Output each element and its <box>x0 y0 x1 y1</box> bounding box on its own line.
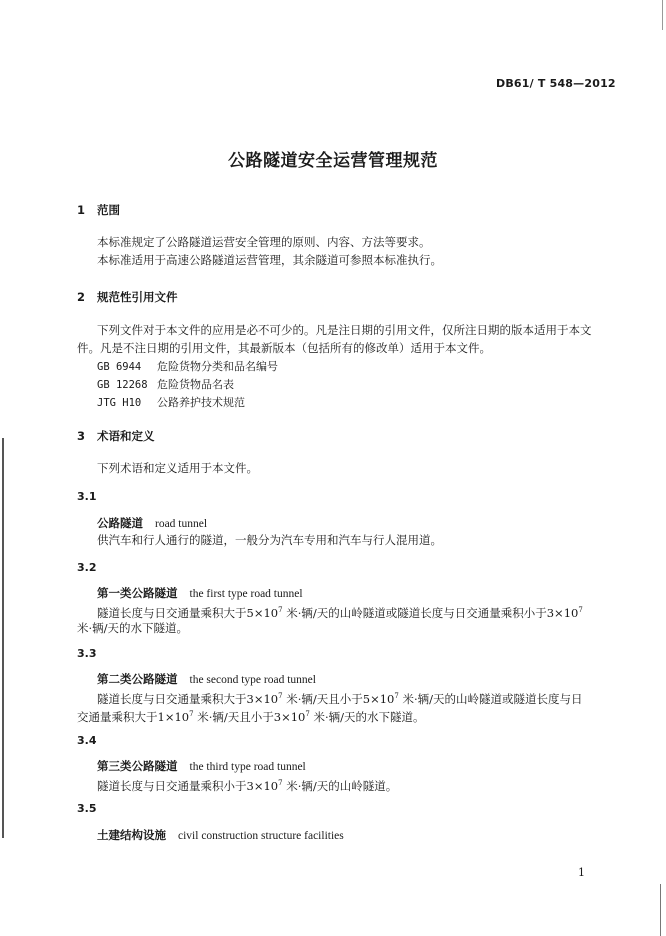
term-number: 3.2 <box>77 561 97 574</box>
term-zh: 第二类公路隧道 <box>97 672 178 686</box>
exponent: 7 <box>305 710 310 718</box>
exponent: 7 <box>278 692 283 700</box>
reference-code: JTG H10 <box>97 397 142 409</box>
reference-name: 危险货物品名表 <box>157 378 234 391</box>
definition-text: 交通量乘积大于1×10 <box>77 710 190 724</box>
term-en: the third type road tunnel <box>189 761 306 773</box>
term-definition-line-2 <box>77 705 425 726</box>
term-definition-line-2: 米·辆/天的水下隧道。 <box>77 621 189 635</box>
term-heading <box>97 515 207 531</box>
reference-name: 公路养护技术规范 <box>157 396 245 409</box>
section-title: 规范性引用文件 <box>97 290 178 304</box>
definition-text: 米·辆/天且小于3×10 <box>193 710 306 724</box>
standard-number: DB61/ T 548—2012 <box>496 77 616 90</box>
exponent: 7 <box>278 779 283 787</box>
term-heading <box>97 585 303 601</box>
term-en: civil construction structure facilities <box>178 830 344 842</box>
term-heading <box>97 827 344 843</box>
section-1-paragraph-1: 本标准规定了公路隧道运营安全管理的原则、内容、方法等要求。 <box>97 235 431 249</box>
definition-text: 隧道长度与日交通量乘积小于3×10 <box>97 779 279 793</box>
reference-item <box>97 376 234 392</box>
section-3-heading <box>77 428 155 444</box>
exponent: 7 <box>278 606 283 614</box>
term-zh: 第三类公路隧道 <box>97 759 178 773</box>
section-2-heading <box>77 289 178 305</box>
term-number: 3.5 <box>77 802 97 815</box>
definition-text: 隧道长度与日交通量乘积大于3×10 <box>97 692 279 706</box>
term-en: the first type road tunnel <box>189 588 303 600</box>
section-1-heading <box>77 202 120 218</box>
definition-text: 米·辆/天的水下隧道。 <box>309 710 425 724</box>
scan-edge-line <box>660 884 661 936</box>
section-number: 3 <box>77 429 86 443</box>
section-title: 术语和定义 <box>97 429 155 443</box>
section-2-paragraph-line-1: 下列文件对于本文件的应用是必不可少的。凡是注日期的引用文件，仅所注日期的版本适用于本文 <box>97 323 592 337</box>
definition-text: 米·辆/天且小于5×10 <box>282 692 395 706</box>
exponent: 7 <box>578 606 583 614</box>
term-number: 3.3 <box>77 647 97 660</box>
term-heading <box>97 758 306 774</box>
term-en: road tunnel <box>155 518 208 530</box>
reference-name: 危险货物分类和品名编号 <box>157 360 278 373</box>
reference-item <box>97 358 278 374</box>
term-definition-line-1 <box>97 774 397 795</box>
scan-edge-line <box>662 0 663 30</box>
definition-text: 米·辆/天的山岭隧道或隧道长度与日 <box>398 692 583 706</box>
reference-code: GB 12268 <box>97 379 148 391</box>
section-title: 范围 <box>97 203 120 217</box>
exponent: 7 <box>189 710 194 718</box>
term-zh: 公路隧道 <box>97 516 143 530</box>
term-number: 3.4 <box>77 734 97 747</box>
section-number: 1 <box>77 203 86 217</box>
term-definition: 供汽车和行人通行的隧道，一般分为汽车专用和汽车与行人混用道。 <box>97 533 442 547</box>
section-1-paragraph-2: 本标准适用于高速公路隧道运营管理，其余隧道可参照本标准执行。 <box>97 253 442 267</box>
section-number: 2 <box>77 290 86 304</box>
document-title: 公路隧道安全运营管理规范 <box>228 151 438 171</box>
section-2-paragraph-line-2: 件。凡是不注日期的引用文件，其最新版本（包括所有的修改单）适用于本文件。 <box>77 341 491 355</box>
definition-text: 米·辆/天的山岭隧道或隧道长度与日交通量乘积小于3×10 <box>282 606 579 620</box>
term-number: 3.1 <box>77 490 97 503</box>
reference-item <box>97 394 245 410</box>
term-zh: 土建结构设施 <box>97 828 166 842</box>
scan-margin-line <box>2 438 4 838</box>
section-3-intro: 下列术语和定义适用于本文件。 <box>97 461 258 475</box>
exponent: 7 <box>394 692 399 700</box>
term-heading <box>97 671 316 687</box>
reference-code: GB 6944 <box>97 361 142 373</box>
definition-text: 米·辆/天的山岭隧道。 <box>282 779 398 793</box>
term-en: the second type road tunnel <box>189 674 316 686</box>
term-zh: 第一类公路隧道 <box>97 586 178 600</box>
page-number: 1 <box>578 866 585 879</box>
definition-text: 隧道长度与日交通量乘积大于5×10 <box>97 606 279 620</box>
